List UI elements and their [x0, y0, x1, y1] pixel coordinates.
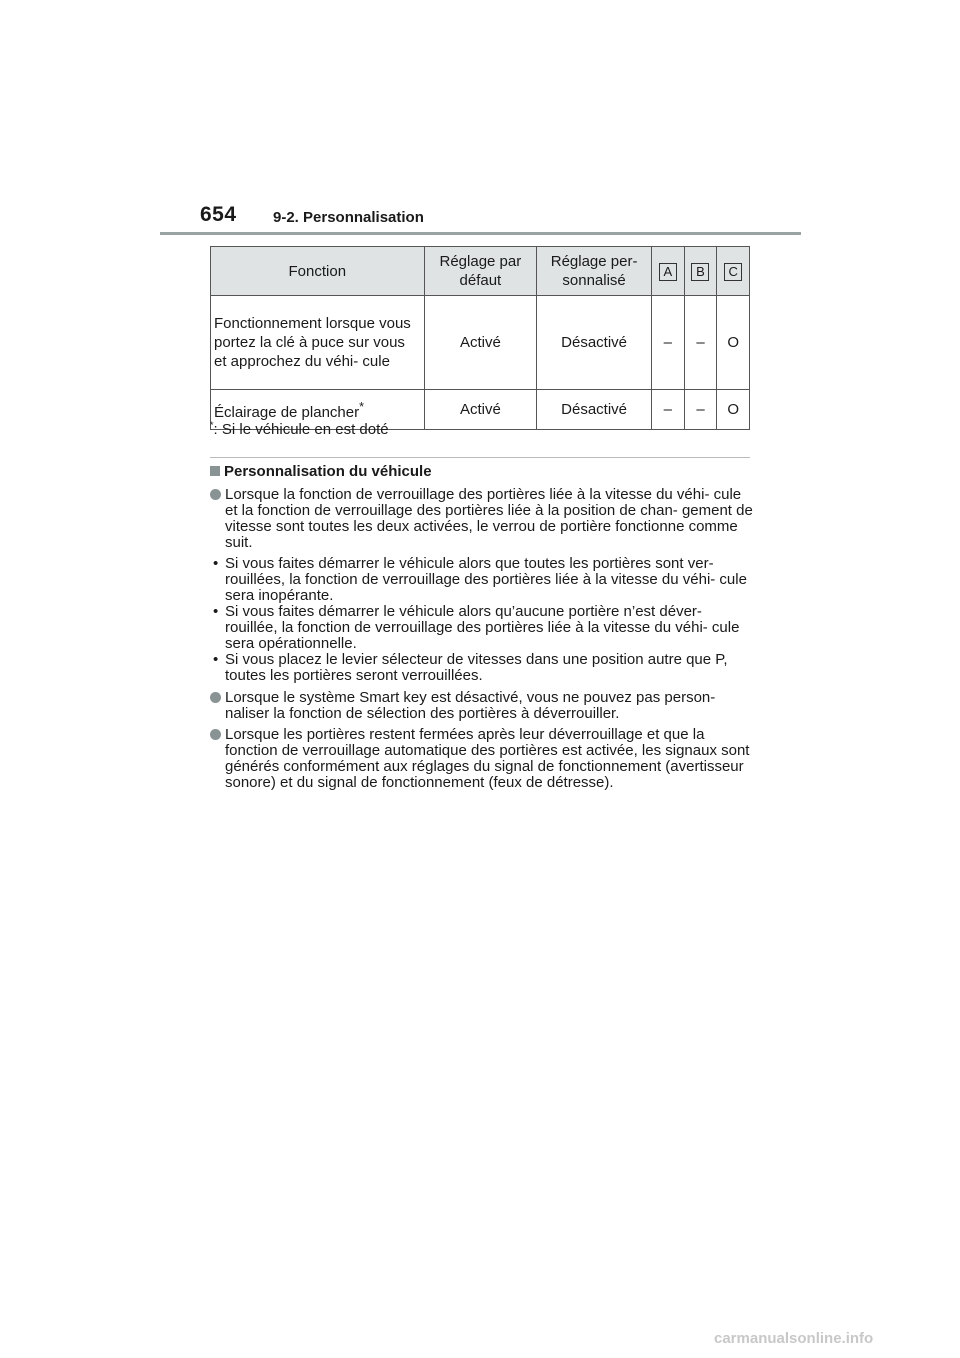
- col-header-a: [652, 247, 685, 296]
- page-number: 654: [200, 203, 237, 226]
- footnote-text: : Si le véhicule en est doté: [213, 421, 389, 438]
- dot-bullet-icon: •: [213, 651, 219, 668]
- sub-list-item: [210, 556, 755, 604]
- col-header-c: [717, 247, 750, 296]
- cell-defaut: Activé: [424, 296, 537, 390]
- circle-bullet-icon: [210, 692, 221, 703]
- col-header-fonction: Fonction: [211, 247, 425, 296]
- cell-fonction: Fonctionnement lorsque vous portez la clé à puce sur vous et approchez du véhi- cule: [211, 296, 425, 390]
- circle-bullet-icon: [210, 489, 221, 500]
- list-item: [210, 727, 755, 791]
- circle-bullet-icon: [210, 729, 221, 740]
- table-row: [211, 296, 750, 390]
- square-bullet-icon: [210, 466, 220, 476]
- col-header-b: [684, 247, 717, 296]
- cell-b: –: [684, 390, 717, 430]
- box-letter-a: A: [659, 263, 677, 281]
- list-item-text: Lorsque la fonction de verrouillage des portières liée à la vitesse du véhi- cule et la fonction de verrouillage des portières liée à la position de chan- gement de vitesse sont toutes les deux activées, le verrou de portière fonctionne comme suit.: [225, 486, 753, 551]
- dot-bullet-icon: •: [213, 603, 219, 620]
- divider: [210, 457, 750, 458]
- col-header-defaut: Réglage par défaut: [424, 247, 537, 296]
- box-letter-c: C: [724, 263, 742, 281]
- cell-b: –: [684, 296, 717, 390]
- list-item: [210, 487, 755, 551]
- table-header-row: [211, 247, 750, 296]
- sub-list: [210, 556, 755, 684]
- customization-table: [210, 246, 750, 430]
- dot-bullet-icon: •: [213, 555, 219, 572]
- cell-perso: Désactivé: [537, 296, 652, 390]
- section-heading: [210, 463, 432, 480]
- sub-list-item-text: Si vous faites démarrer le véhicule alors qu’aucune portière n’est déver- rouillée, la fonction de verrouillage des portières liée à la vitesse du véhi- cule sera opérationnelle.: [225, 603, 740, 652]
- sub-list-item-text: Si vous placez le levier sélecteur de vitesses dans une position autre que P, toutes les portières seront verrouillées.: [225, 651, 728, 684]
- sub-list-item: [210, 652, 755, 684]
- list-item: [210, 690, 755, 722]
- section-body: [210, 487, 755, 796]
- header-rule: [160, 232, 801, 235]
- sub-list-item: [210, 604, 755, 652]
- cell-fonction-text: Éclairage de plancher: [214, 403, 360, 421]
- page-header: [200, 203, 800, 237]
- footnote-mark: *: [359, 399, 364, 414]
- cell-c: O: [717, 296, 750, 390]
- sub-list-item-text: Si vous faites démarrer le véhicule alors que toutes les portières sont ver- rouillées, la fonction de verrouillage des portières liée à la vitesse du véhi- cule sera inopérante.: [225, 555, 747, 604]
- footnote-mark: *: [210, 420, 214, 430]
- section-heading-text: Personnalisation du véhicule: [224, 463, 432, 480]
- cell-defaut: Activé: [424, 390, 537, 430]
- list-item-text: Lorsque les portières restent fermées après leur déverrouillage et que la fonction de verrouillage automatique des portières est activée, les signaux sont générés conformément aux réglages du signal de fonctionnement (avertisseur sonore) et du signal de fonctionnement (feux de détresse).: [225, 726, 750, 791]
- cell-a: –: [652, 390, 685, 430]
- cell-a: –: [652, 296, 685, 390]
- box-letter-b: B: [691, 263, 709, 281]
- section-title: 9-2. Personnalisation: [273, 209, 424, 226]
- cell-c: O: [717, 390, 750, 430]
- cell-perso: Désactivé: [537, 390, 652, 430]
- list-item-text: Lorsque le système Smart key est désactivé, vous ne pouvez pas person- naliser la fonction de sélection des portières à déverrouiller.: [225, 689, 716, 722]
- watermark: carmanualsonline.info: [714, 1330, 874, 1347]
- footnote: [210, 420, 389, 438]
- col-header-perso: Réglage per- sonnalisé: [537, 247, 652, 296]
